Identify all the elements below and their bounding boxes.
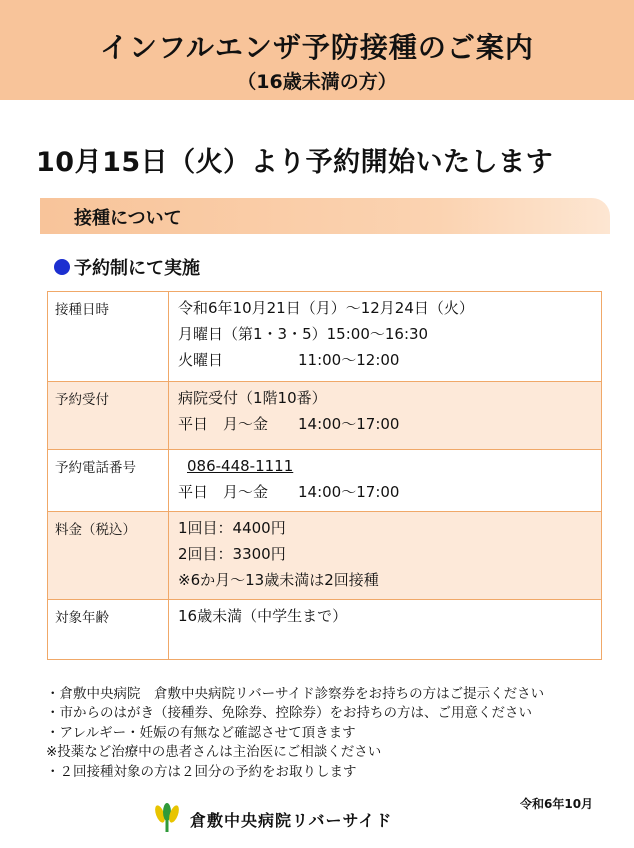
table-row: [48, 382, 602, 450]
row-label: 予約電話番号: [48, 450, 169, 512]
row-label: 予約受付: [48, 382, 169, 450]
bullet-circle-icon: [54, 259, 70, 275]
value-line: 病院受付（1階10番）: [178, 389, 327, 407]
row-value: [169, 512, 602, 600]
subhead-text: 予約制にて実施: [74, 258, 200, 279]
header-banner: [0, 0, 634, 100]
value-line: 1回目：4400円: [178, 519, 286, 537]
table-row: [48, 450, 602, 512]
section-title: 接種について: [74, 208, 182, 229]
row-label: 対象年齢: [48, 600, 169, 660]
section-header: [40, 198, 610, 234]
hospital-leaf-logo-icon: [154, 803, 180, 833]
value-line: 月曜日（第1・3・5）15:00～16:30: [178, 325, 429, 343]
row-label: 接種日時: [48, 292, 169, 382]
value-line: 16歳未満（中学生まで）: [178, 607, 348, 625]
note-item: ・市からのはがき（接種券、免除券、控除券）をお持ちの方は、ご用意ください: [46, 705, 532, 722]
section-subhead: [54, 254, 200, 280]
value-line: 平日 月～金 14:00～17:00: [178, 415, 400, 433]
vaccination-info-table: [47, 291, 602, 660]
row-value: [169, 600, 602, 660]
phone-line: [178, 453, 601, 479]
value-line: 火曜日 11:00～12:00: [178, 351, 400, 369]
note-item: ・アレルギー・妊娠の有無など確認させて頂きます: [46, 724, 356, 741]
note-item: ※投薬など治療中の患者さんは主治医にご相談ください: [46, 744, 382, 761]
row-label: 料金（税込）: [48, 512, 169, 600]
value-line: ※6か月～13歳未満は2回接種: [178, 571, 379, 589]
page-subtitle: （16歳未満の方）: [237, 71, 397, 93]
notes-list: [46, 685, 544, 782]
note-item: ・２回接種対象の方は２回分の予約をお取りします: [46, 763, 357, 780]
value-line: 2回目：3300円: [178, 545, 286, 563]
row-value: [169, 450, 602, 512]
table-row: [48, 292, 602, 382]
issue-date: 令和6年10月: [520, 797, 594, 811]
note-item: ・倉敷中央病院 倉敷中央病院リバーサイド診察券をお持ちの方はご提示ください: [46, 686, 545, 702]
table-row: [48, 512, 602, 600]
row-value: [169, 382, 602, 450]
value-line: 平日 月～金 14:00～17:00: [178, 483, 400, 501]
page-title: インフルエンザ予防接種のご案内: [100, 31, 534, 64]
row-value: [169, 292, 602, 382]
hospital-name: 倉敷中央病院リバーサイド: [190, 811, 393, 830]
table-row: [48, 600, 602, 660]
phone-number-link[interactable]: 086-448-1111: [187, 457, 294, 475]
reservation-start-headline: 10月15日（火）より予約開始いたします: [36, 147, 554, 178]
value-line: 令和6年10月21日（月）～12月24日（火）: [178, 299, 474, 317]
